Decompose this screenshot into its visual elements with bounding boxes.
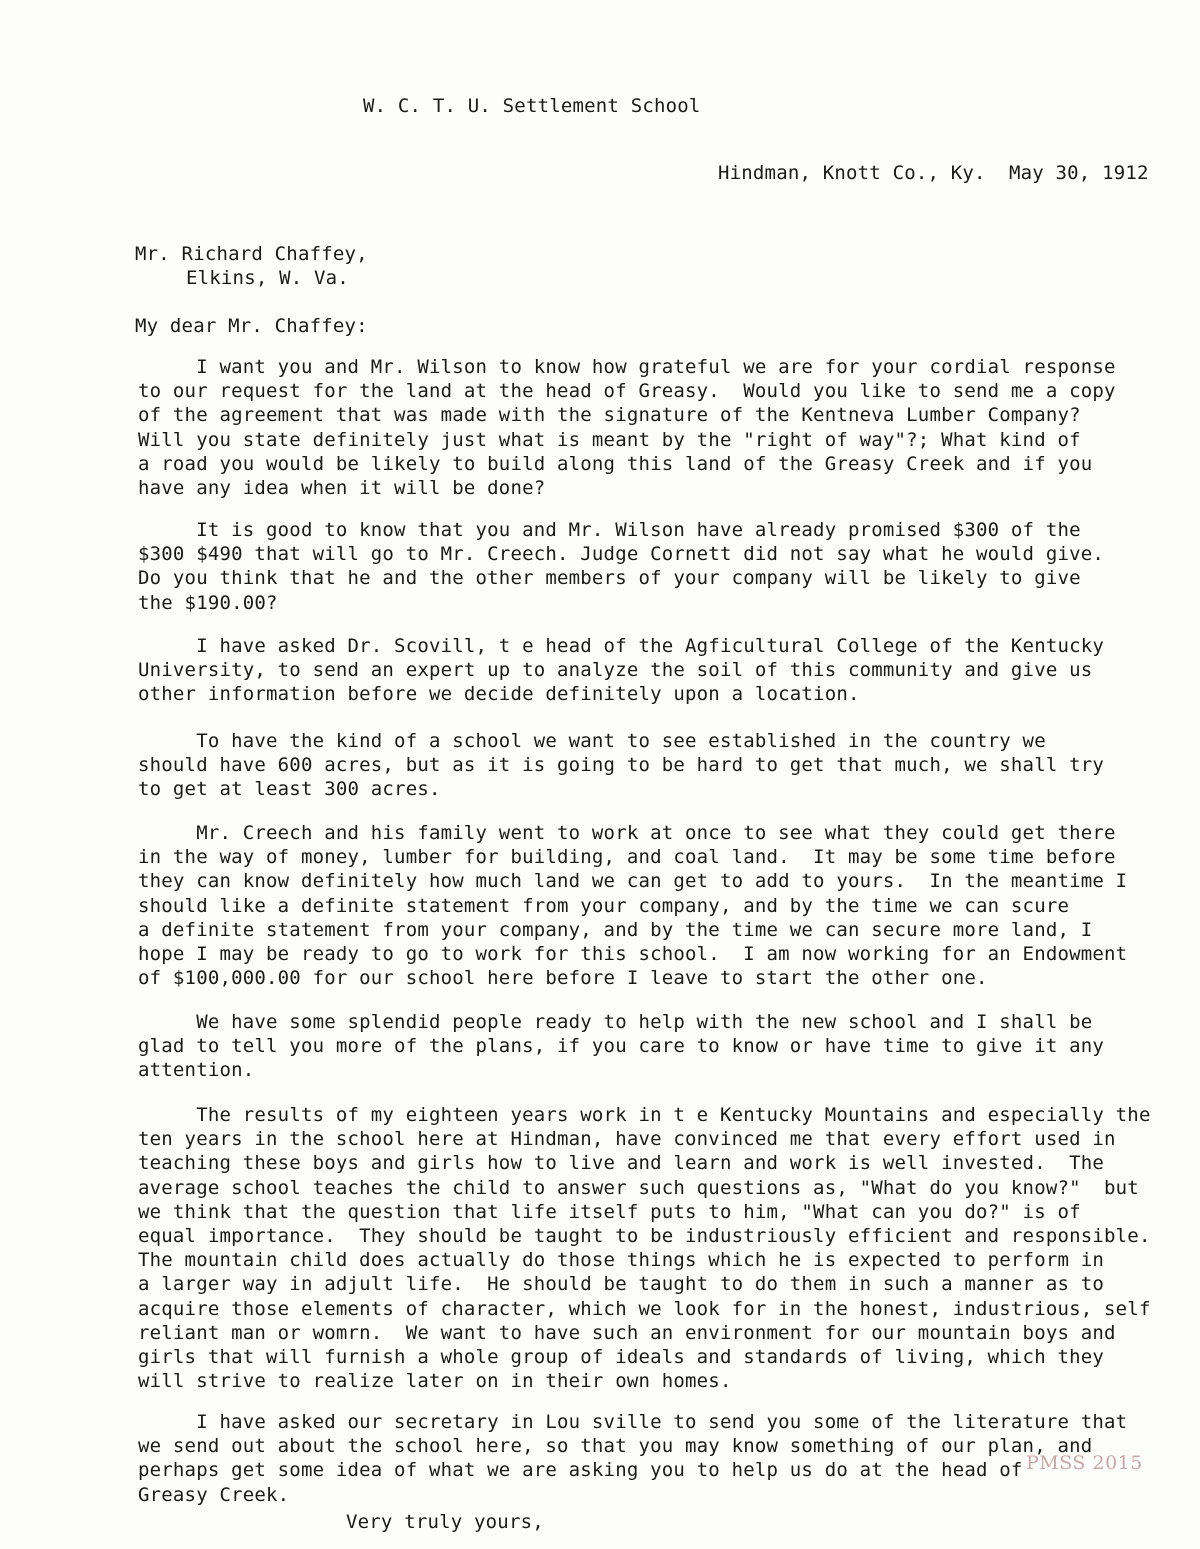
recipient-name: Mr. Richard Chaffey,: [135, 243, 368, 265]
paragraph-line: acquire those elements of character, which we look for in the honest, industrious, self: [138, 1297, 1151, 1320]
paragraph-line: To have the kind of a school we want to see established in the country we: [138, 730, 1046, 752]
paragraph-line: they can know definitely how much land we can get to add to yours. In the meantime I: [138, 870, 1128, 893]
paragraph-line: have any idea when it will be done?: [138, 477, 546, 500]
paragraph-line: we send out about the school here, so that you may know something of our plan, and: [138, 1435, 1093, 1458]
paragraph-line: a definite statement from your company, and by the time we can secure more land, I: [138, 918, 1093, 941]
closing: Very truly yours,: [346, 1511, 544, 1533]
paragraph-line: perhaps get some idea of what we are asking you to help us do at the head of: [138, 1459, 1023, 1482]
paragraph-line: ten years in the school here at Hindman, have convinced me that every effort used in: [138, 1128, 1116, 1151]
dateline: Hindman, Knott Co., Ky. May 30, 1912: [718, 162, 1149, 184]
paragraph-line: average school teaches the child to answer such questions as, "What do you know?" but: [138, 1176, 1139, 1199]
recipient-location: Elkins, W. Va.: [186, 267, 349, 289]
paragraph-line: should like a definite statement from your company, and by the time we can scure: [138, 894, 1070, 917]
paragraph-line: We have some splendid people ready to help with the new school and I shall be: [138, 1011, 1093, 1033]
paragraph-line: The results of my eighteen years work in t e Kentucky Mountains and especially the: [138, 1104, 1151, 1126]
paragraph-line: University, to send an expert up to analyze the soil of this community and give us: [138, 659, 1093, 682]
paragraph-line: Greasy Creek.: [138, 1483, 290, 1506]
paragraph-line: attention.: [138, 1059, 255, 1082]
paragraph-line: I have asked Dr. Scovill, t e head of the Agficultural College of the Kentucky: [138, 635, 1105, 657]
salutation: My dear Mr. Chaffey:: [135, 315, 368, 337]
paragraph-line: to our request for the land at the head of Greasy. Would you like to send me a copy: [138, 380, 1116, 403]
paragraph-7: [138, 1103, 1168, 1393]
paragraph-line: girls that will furnish a whole group of ideals and standards of living, which they: [138, 1346, 1105, 1369]
paragraph-5: [138, 821, 1168, 990]
paragraph-line: teaching these boys and girls how to live and learn and work is well invested. The: [138, 1152, 1105, 1175]
archive-watermark: PMSS 2015: [1026, 1452, 1143, 1474]
paragraph-line: I want you and Mr. Wilson to know how grateful we are for your cordial response: [138, 356, 1116, 378]
paragraph-line: Do you think that he and the other members of your company will be likely to give: [138, 567, 1081, 590]
paragraph-line: The mountain child does actually do those things which he is expected to perform in: [138, 1249, 1105, 1272]
paragraph-line: glad to tell you more of the plans, if you care to know or have time to give it any: [138, 1035, 1105, 1058]
paragraph-line: should have 600 acres, but as it is going to be hard to get that much, we shall try: [138, 754, 1105, 777]
paragraph-line: we think that the question that life itself puts to him, "What can you do?" is of: [138, 1200, 1081, 1223]
paragraph-line: Mr. Creech and his family went to work at once to see what they could get there: [138, 822, 1116, 844]
paragraph-line: reliant man or womrn. We want to have such an environment for our mountain boys and: [138, 1321, 1116, 1344]
paragraph-line: $300 $490 that will go to Mr. Creech. Judge Cornett did not say what he would give.: [138, 543, 1105, 566]
paragraph-2: [138, 518, 1168, 615]
paragraph-line: Will you state definitely just what is meant by the "right of way"?; What kind of: [138, 428, 1081, 451]
paragraph-line: a larger way in adjult life. He should be taught to do them in such a manner as to: [138, 1273, 1105, 1296]
paragraph-line: equal importance. They should be taught to be industriously efficient and responsible.: [138, 1225, 1151, 1248]
letterhead: W. C. T. U. Settlement School: [363, 95, 701, 117]
paragraph-line: hope I may be ready to go to work for this school. I am now working for an Endowment: [138, 943, 1128, 966]
paragraph-line: in the way of money, lumber for building, and coal land. It may be some time before: [138, 846, 1116, 869]
paragraph-line: other information before we decide definitely upon a location.: [138, 683, 860, 706]
paragraph-4: [138, 729, 1168, 802]
paragraph-line: of $100,000.00 for our school here before I leave to start the other one.: [138, 967, 988, 990]
paragraph-line: I have asked our secretary in Lou sville to send you some of the literature that: [138, 1411, 1128, 1433]
paragraph-1: [138, 355, 1168, 500]
paragraph-6: [138, 1010, 1168, 1083]
paragraph-line: of the agreement that was made with the signature of the Kentneva Lumber Company?: [138, 404, 1081, 427]
paragraph-line: to get at least 300 acres.: [138, 778, 441, 801]
paragraph-line: It is good to know that you and Mr. Wilson have already promised $300 of the: [138, 519, 1081, 541]
paragraph-3: [138, 634, 1168, 707]
paragraph-line: a road you would be likely to build along this land of the Greasy Creek and if you: [138, 452, 1093, 475]
paragraph-line: the $190.00?: [138, 591, 278, 614]
paragraph-line: will strive to realize later on in their own homes.: [138, 1370, 732, 1393]
paragraph-8: [138, 1410, 1168, 1507]
